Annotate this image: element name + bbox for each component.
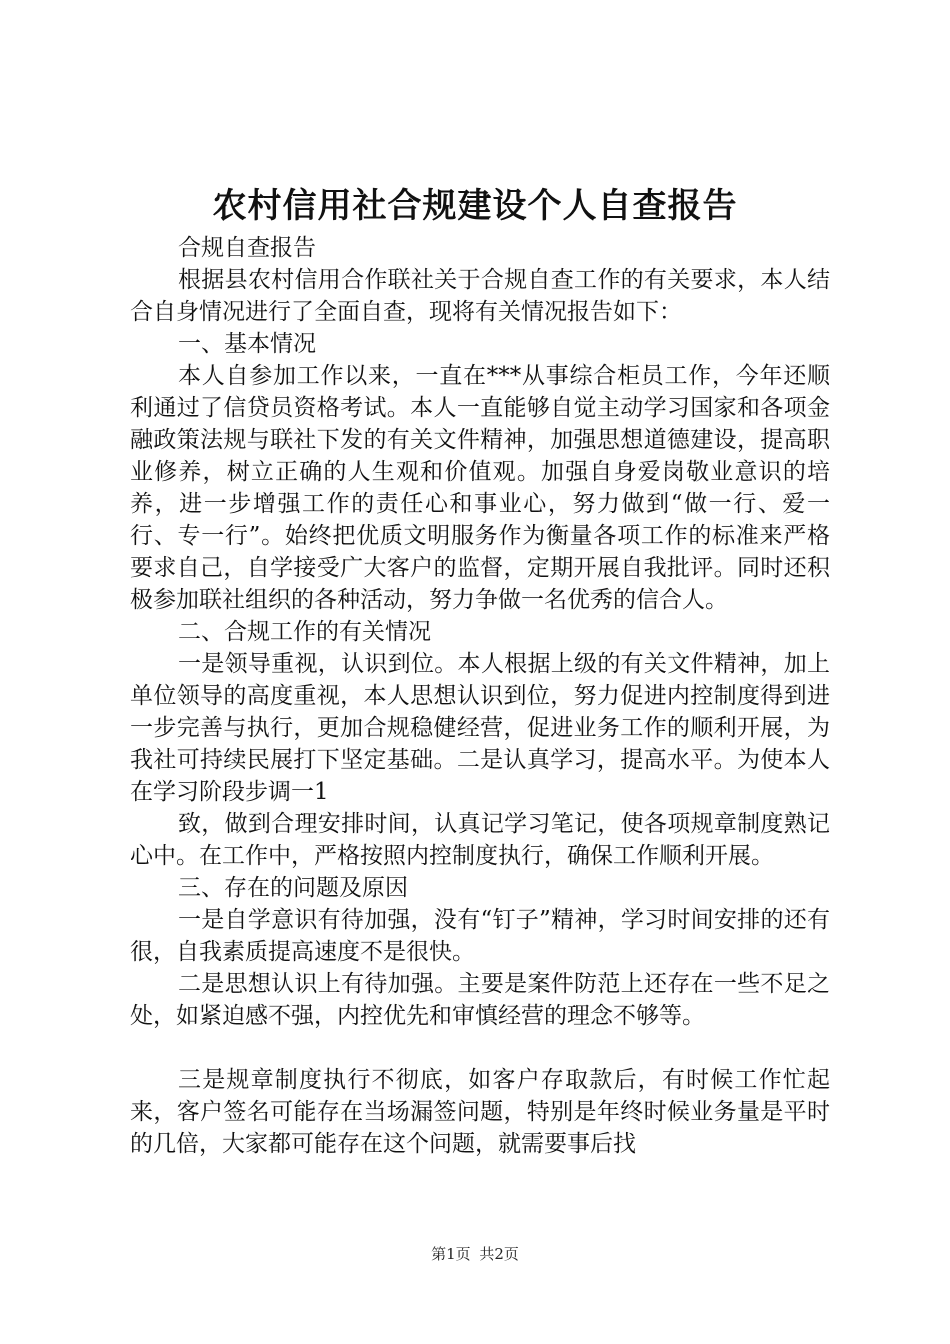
section-heading-compliance: 二、合规工作的有关情况 (178, 619, 431, 645)
page-number: 第1页 (431, 1245, 471, 1263)
document-body (130, 232, 830, 1160)
problem-paragraph-3: 三是规章制度执行不彻底，如客户存取款后，有时候工作忙起来，客户签名可能存在当场漏签问题，特别是年终时候业务量是平时的几倍，大家都可能存在这个问题，就需要事后找 (130, 1067, 830, 1157)
basic-situation-paragraph: 本人自参加工作以来，一直在***从事综合柜员工作，今年还顺利通过了信贷员资格考试。本人一直能够自觉主动学习国家和各项金融政策法规与联社下发的有关文件精神，加强思想道德建设，提高职业修养，树立正确的人生观和价值观。加强自身爱岗敬业意识的培养，进一步增强工作的责任心和事业心，努力做到“做一行、爱一行、专一行”。始终把优质文明服务作为衡量各项工作的标准来严格要求自己，自学接受广大客户的监督，定期开展自我批评。同时还积极参加联社组织的各种活动，努力争做一名优秀的信合人。 (130, 363, 830, 613)
page-footer (0, 1244, 950, 1264)
compliance-paragraph-1: 一是领导重视，认识到位。本人根据上级的有关文件精神，加上单位领导的高度重视，本人思想认识到位，努力促进内控制度得到进一步完善与执行，更加合规稳健经营，促进业务工作的顺利开展，为我社可持续民展打下坚定基础。二是认真学习，提高水平。为使本人在学习阶段步调一1 (130, 651, 830, 805)
document-title: 农村信用社合规建设个人自查报告 (212, 186, 738, 226)
intro-paragraph: 根据县农村信用合作联社关于合规自查工作的有关要求，本人结合自身情况进行了全面自查，现将有关情况报告如下： (130, 267, 830, 325)
compliance-paragraph-2: 致，做到合理安排时间，认真记学习笔记，使各项规章制度熟记心中。在工作中，严格按照内控制度执行，确保工作顺利开展。 (130, 811, 830, 869)
paragraph-gap (130, 1032, 830, 1064)
section-heading-basic: 一、基本情况 (178, 331, 316, 357)
section-heading-problems: 三、存在的问题及原因 (178, 875, 408, 901)
problem-paragraph-1: 一是自学意识有待加强，没有“钉子”精神，学习时间安排的还有很，自我素质提高速度不是很快。 (130, 907, 830, 965)
report-subtitle: 合规自查报告 (178, 235, 316, 261)
problem-paragraph-2: 二是思想认识上有待加强。主要是案件防范上还存在一些不足之处，如紧迫感不强，内控优先和审慎经营的理念不够等。 (130, 971, 830, 1029)
page-total: 共2页 (479, 1245, 519, 1263)
